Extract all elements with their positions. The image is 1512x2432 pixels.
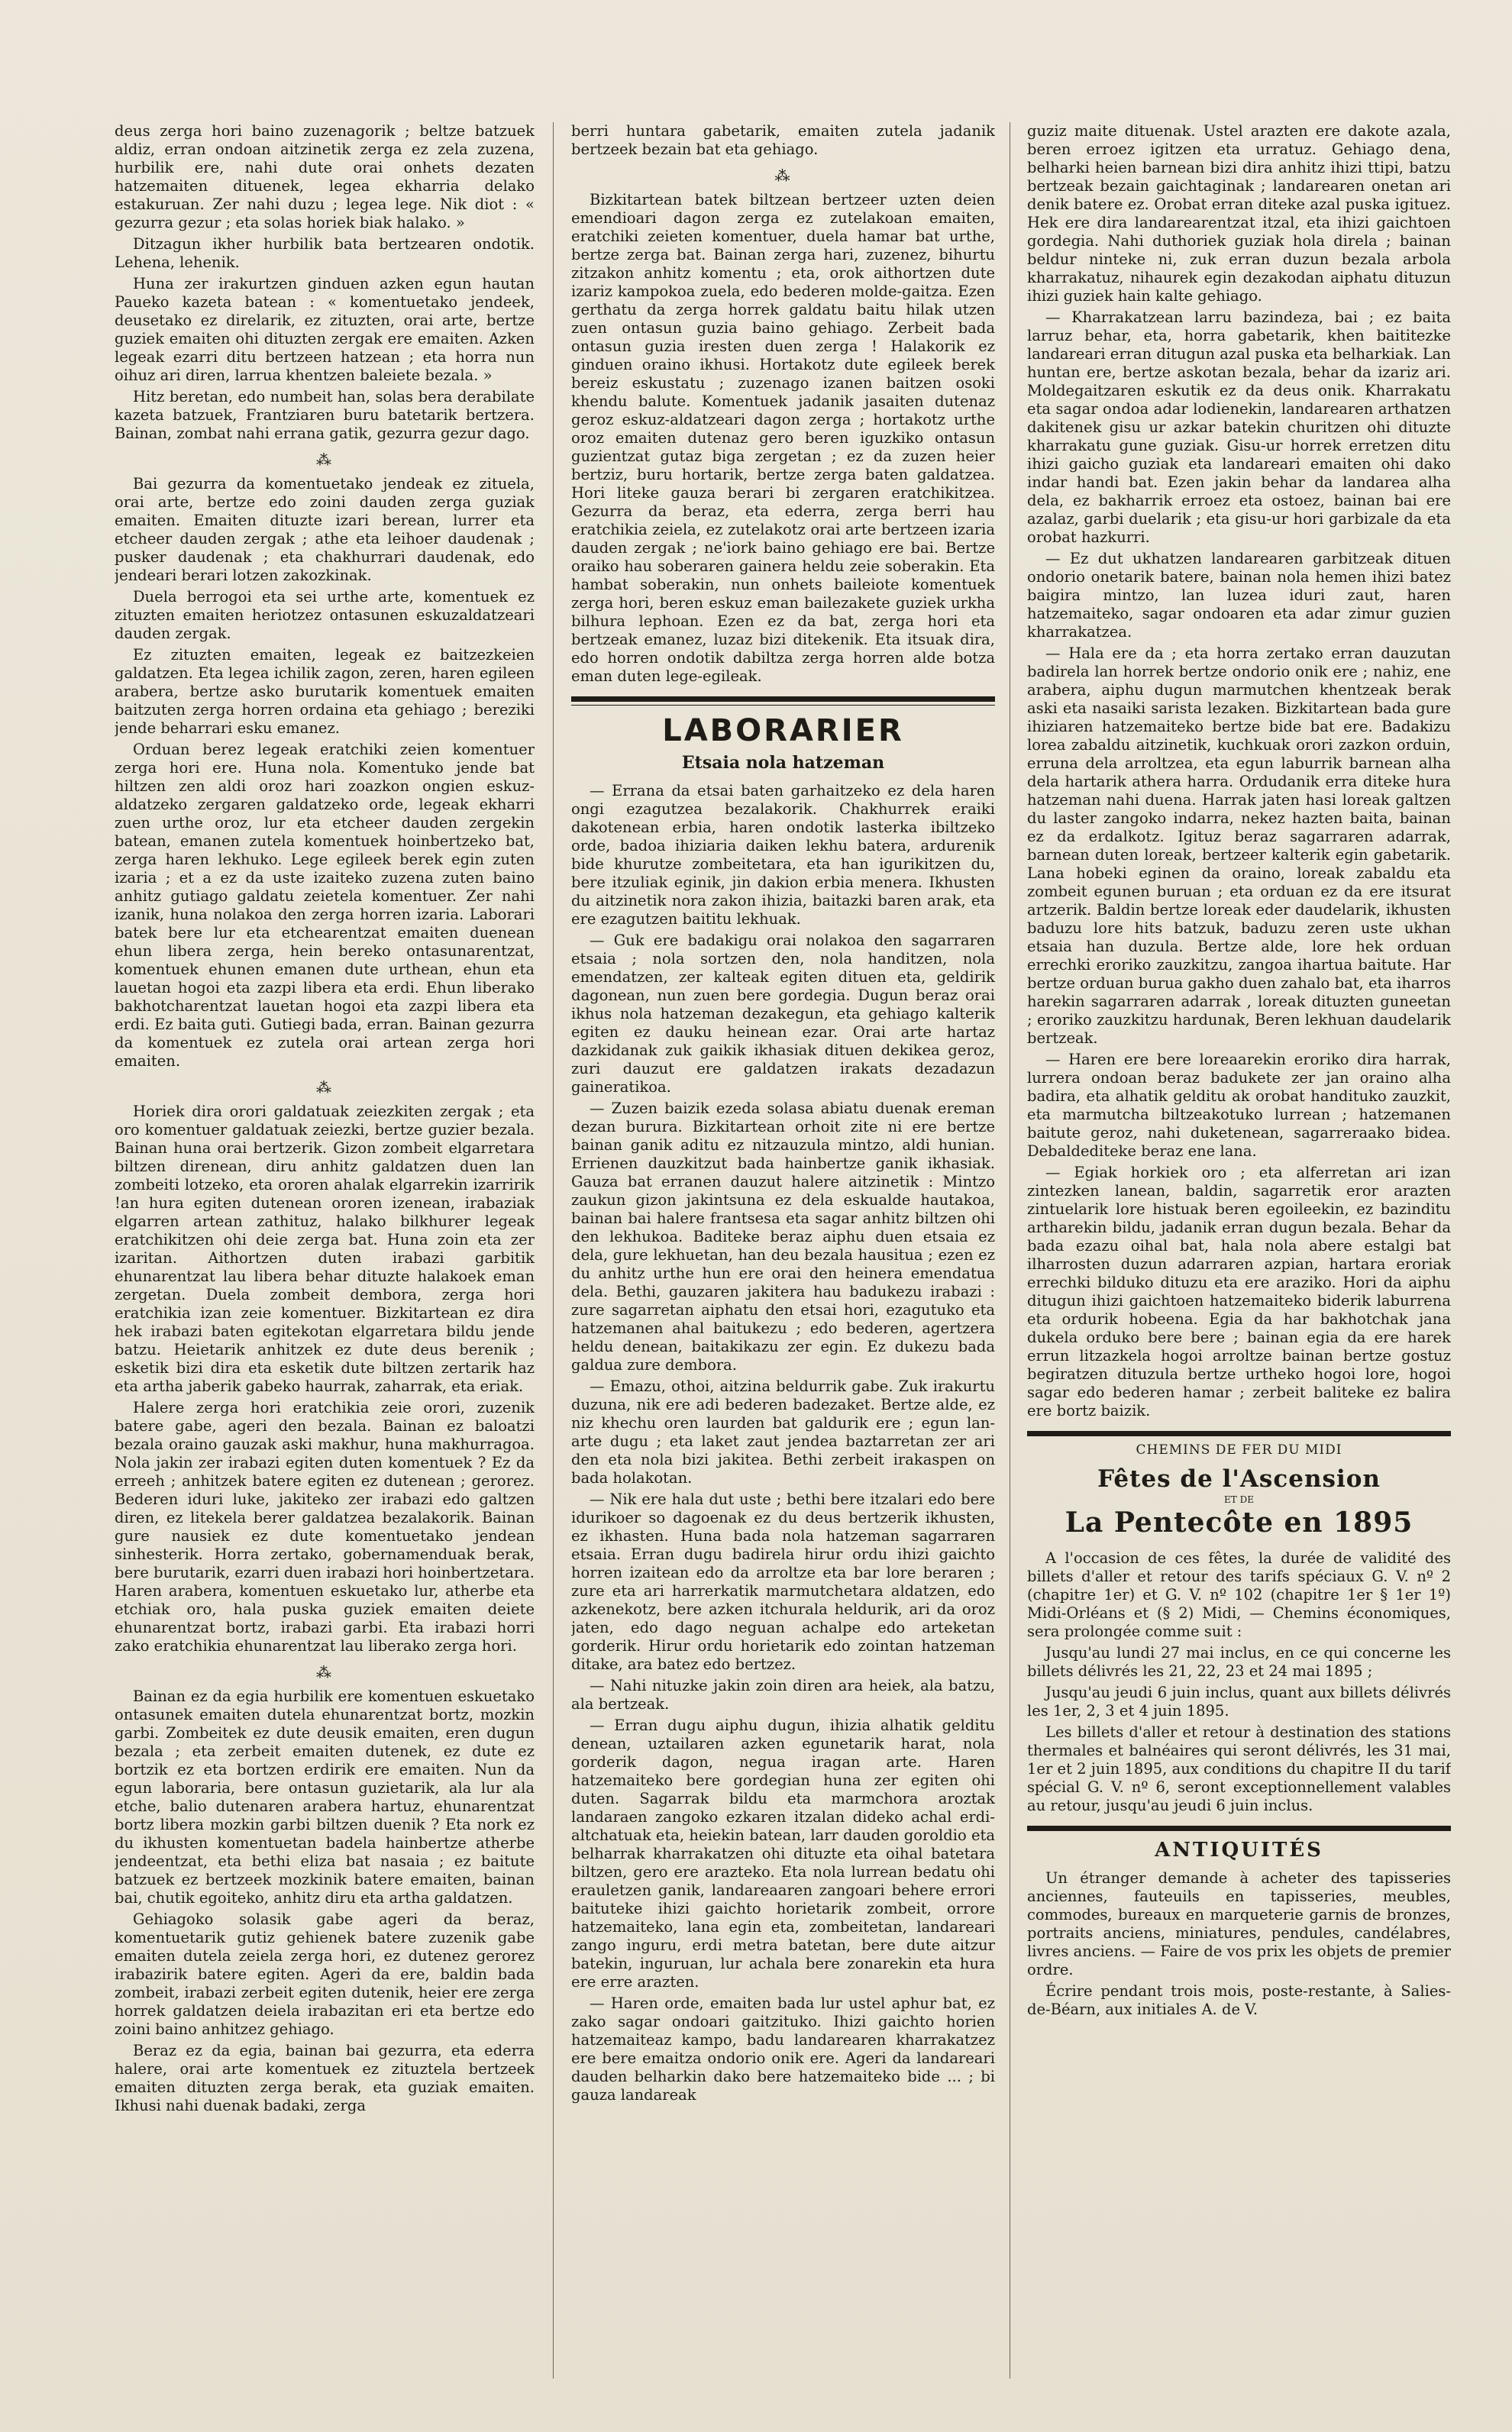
section-rule (571, 705, 995, 706)
paragraph: Gehiagoko solasik gabe ageri da beraz, komentuetarik gutiz gehienek batere zuzenik gabe emaiten dutela zeiela zerga hori, ez dutenez gerorez irabazirik batere egiten. Ageri da ere, baldin bada zombeit, irabazi zerbeit egiten dutenik, heier ere zerga horrek galdatzen deiela irabazitan eri eta bertze edo zoini baino anhitzez gehiago. (115, 1910, 535, 2038)
article-text (115, 122, 535, 443)
paragraph: Écrire pendant trois mois, poste-restante, à Salies-de-Béarn, aux initiales A. de V. (1027, 1982, 1451, 2018)
paragraph: Jusqu'au lundi 27 mai inclus, en ce qui concerne les billets délivrés les 21, 22, 23 et 24 mai 1895 ; (1027, 1644, 1451, 1680)
advert-conjunction: ET DE (1224, 1494, 1254, 1505)
paragraph: — Emazu, othoi, aitzina beldurrik gabe. Zuk irakurtu duzuna, nik ere adi bederen badezaket. Bertze alde, ez niz khechu oren laurden bat galdurik ere ; egun lan-arte dugu ; eta laket zaut jendea baztarretan zer ari den eta nola bizi jakitea. Bethi zerbeit irakaspen on bada holakotan. (571, 1377, 995, 1487)
paragraph: — Haren orde, emaiten bada lur ustel aphur bat, ez zako sagar ondoari gaitzituko. Ihizi gaichto horien hatzemaiteaz kampo, badu landarearen kharrakatzez ere bere emaitza ondorio onik ere. Ageri da landareari dauden belharkin dako bere hatzemaiteko bide ... ; bi gauza landareak (571, 1994, 995, 2104)
paragraph: Bainan ez da egia hurbilik ere komentuen eskuetako ontasunek emaiten dutela ehunarentzat bortz, mozkin garbi. Zombeitek ez dute deusik emaiten, eren dugun bezala ; eta zerbeit emaiten dutenek, ez dute ez bortzik ez eta bortzen erdirik ere emaiten. Nun da egun laboraria, bere ontasun guzietarik, ala lur ala etche, balio dutenaren arabera hartuz, ehunarentzat bortz libera mozkin garbi biltzen duenik ? Eta nork ez du ikhusten komentuetan badela hainbertze atherbe jendeentzat, eta bethi eliza bat nasaia ; ez baitute batzuek ez bertzeek mozkinik batere emaiten, bainan bai, chutik egoiteko, anhitz diru eta artha galdatzen. (115, 1688, 535, 1907)
advert-text (1027, 1869, 1451, 2019)
paragraph: Bizkitartean batek biltzean bertzeer uzten deien emendioari dagon zerga ez zutelakoan emaiten, eratchiki zeieten komentuer, duela hamar bat urthe, bertze zerga bat. Bainan zerga hari, zuzenez, bihurtu zitzakon anhitz komentu ; eta, orok aithortzen dute izariz kampokoa zuela, edo bederen molde-gaitza. Ezen gerthatu da zerga horrek galdatu baitu hilak utzen zuen ontasun guzia baino gehiago. Zerbeit bada ontasun guzia iresten duen zerga ! Halakorik ez ginduen oraino ikhusi. Hortakotz dute egileek berek bereiz eskustatu ; zuzenago izanen baitzen osoki khendu balute. Komentuek jadanik jasaiten dutenaz geroz eskuz-aldatzeari dagon zerga ; hortakotz urthe oroz emaiten dutenaz gero beren iguzkiko ontasun guzientzat gutaz biga zergetan ; ez da zuzen heier bertziz, buru hortarik, bertze zerga baten galdatzea. Hori liteke gauza berari bi zergaren eratchikitzea. Gezurra da beraz, eta ederra, zerga berri hau eratchikia zeiela, ez zutelakotz orai arte bertzeen izaria dauden zergak ; ne'iork baino gehiago ere bai. Bertze oraiko hau soberaren gainera heldu zeie soberakin. Eta hambat soberakin, nun onhets baileiote komentuek zerga hori, beren eskuz eman bailezakete guziek urkha bilhura lephoan. Ezen ez da bat, zerga hori eta bertzeak emanez, luzaz bizi ditekenik. Eta itsuak dira, edo horren ondotik dabiltza zerga horren alde botza eman duten lege-egileak. (571, 191, 995, 685)
paragraph: Les billets d'aller et retour à destination des stations thermales et balnéaires qui seront délivrés, les 31 mai, 1er et 2 juin 1895, aux conditions du chapitre II du tarif spécial G. V. nº 6, seront exceptionnellement valables au retour, jusqu'au jeudi 6 juin inclus. (1027, 1723, 1451, 1814)
paragraph: — Hala ere da ; eta horra zertako erran dauzutan badirela lan horrek bertze ondorio onik ere ; nahiz, ene arabera, aiphu dugun marmutchen khentzeak berak aski eta nasaiki sarista lezaken. Bizkitartean bada gure ihiziaren hatzemaiteko bertze bide bat ere. Badakizu lorea zabaldu aitzinetik, kuchkuak orori zazkon orduin, erruna dela arroltzea, eta egun laburrik barnean alha dela hartarik athera harra. Ordudanik erra diteke hura hatzeman nahi duena. Harrak jaten hasi loreak galtzen du laster zangoko indarra, nekez hazten baita, bainan ez da erdalkotz. Igituz beraz sagarraren adarrak, barnean duten loreak, bertzeer kalterik egin gabetarik. Lana hobeki eginen da oraino, loreak zabaldu eta zombeit egunen buruan ; eta orduan ez da ere itsurat artzerik. Baldin bertze loreak eder daudelarik, ikhusten baduzu lore hits batzuk, baduzu zeren uste ukhan etsaia han duzula. Bertze alde, lore hek orduan errechki eroriko zauzkitzu, zangoa ihartua baitute. Har bertze orduan burua gakho duen zahalo bat, eta iharros harekin sagarraren adarrak , loreak dituzten guneetan ; eroriko zauzkitzu hardunak, Beren lekhuan daudelarik bertzeak. (1027, 644, 1451, 1047)
paragraph: — Egiak horkiek oro ; eta alferretan ari izan zintezken lanean, baldin, sagarretik eror arazten zintuelarik lore histuak beren egoileekin, ez bazinditu artharekin bildu, jadanik erran dugun bezala. Behar da bada ezazu oihal bat, hala nola abere estalgi bat ilharrosten duzun adarraren azpian, hartara eroriak errechki bilduko dituzu eta ere araziko. Hori da aiphu ditugun ihizi gaichtoen hatzemaiteko biderik laburrena eta ordurik hobeena. Egia da har bakhotchak jana dukela orduko bere bere ; bainan egia da ere harek errun litzazkela hogoi arroltze bainan bertze gostuz begiratzen dituzula bertze urtheko hogoi lore, hogoi sagar edo bederen hamar ; zerbeit baliteke ez balira ere bortz baizik. (1027, 1164, 1451, 1419)
paragraph: — Kharrakatzean larru bazindeza, bai ; ez baita larruz behar, eta, horra gabetarik, khen baititezke landareari erran ditugun azal puska eta belharkiak. Lan huntan ere, bertze askotan bezala, behar da izariz ari. Moldegaitzaren eskutik ez da deus onik. Kharrakatu eta sagar ondoa adar lodienekin, landarearen arthatzen dakitenek gisu ur azkar batekin churitzen ohi dituzte kharrakatu gune guziak. Gisu-ur horrek erretzen ditu ihizi gaicho guziak eta landareari emaiten ohi dako indar handi bat. Ezen jakin behar da landarea alha dela, ez bakharrik erroez eta ostoez, bainan bai ere azalaz, garbi duelarik ; eta gisu-ur hori garbizale da eta orobat hazkurri. (1027, 308, 1451, 546)
advert-title: ANTIQUITÉS (1155, 1839, 1323, 1862)
column-2 (571, 122, 995, 2386)
paragraph: — Erran dugu aiphu dugun, ihizia alhatik gelditu denean, uztailaren azken egunetarik harat, nola gorderik dagon, negua iragan arte. Haren hatzemaiteko bere gordegian huna zer egiten ohi duten. Sagarrak bildu eta marmchora aroztak landaraen zangoko ezkaren itzalan dideko achal erdi-altchatuak eta, heiekin batean, larr dauden goroldio eta belharrak kharrakatzen ohi dituzte eta oihal batetara biltzen, gero ere arazteko. Eta nola lurrean bedatu ohi erauletzen ganik, landareaaren zangoari behere errori baituteke ihizi gaichto horietarik zombeit, orrore hatzemaiteko, lana egin eta, zombeitetan, landareari zango inguru, erdi metra batetan, bere dute aitzur batekin, inguruan, lur achala bere zonarekin eta hura ere erre arazten. (571, 1717, 995, 1991)
paragraph: Duela berrogoi eta sei urthe arte, komentuek ez zituzten emaiten heriotzez ontasunen eskuzaldatzeari dauden zergak. (115, 588, 535, 642)
paragraph: — Errana da etsai baten garhaitzeko ez dela haren ongi ezagutzea bezalakorik. Chakhurrek eraiki dakotenean erbia, haren ondotik lasterka ibiltzeko orde, badoa ihiziaria daiken lekhu batera, ardurenik bide khurutze zombeitetara, eta han igurikitzen du, bere itzuliak eginik, jin dakion erbia menera. Ikhusten du aitzinetik nora zakon ihizia, baitazki baren arak, eta ere ezagutzen baititu lekhuak. (571, 782, 995, 928)
article-text (115, 1103, 535, 1655)
article-text (571, 122, 995, 159)
paragraph: Jusqu'au jeudi 6 juin inclus, quant aux billets délivrés les 1er, 2, 3 et 4 juin 1895. (1027, 1684, 1451, 1720)
section-separator: ⁂ (316, 1078, 333, 1096)
advert-title: Fêtes de l'Ascension (1097, 1465, 1381, 1493)
section-title: LABORARIER (662, 713, 904, 748)
paragraph: Hitz beretan, edo numbeit han, solas bera derabilate kazeta batzuek, Frantziaren buru batetarik bertzera. Bainan, zombat nahi errana gatik, gezurra gezur dago. (115, 388, 535, 442)
paragraph: — Guk ere badakigu orai nolakoa den sagarraren etsaia ; nola sortzen den, nola handitzen, nola emendatzen, zer kalteak egiten dituen eta, geldirik dagonean, nun zuen bere gordegia. Dugun beraz orai ikhus nola hatzeman dezakegun, eta gehiago kalterik egiten ez dauku heinean ezar. Orai arte hartaz dazkidanak zuk gaikik ikhasiak dituen dekikea geroz, zuri dauzut ere galdatzen irakats dezadazun gaineratikoa. (571, 932, 995, 1096)
paragraph: — Zuzen baizik ezeda solasa abiatu duenak ereman dezan burura. Bizkitartean orhoit zite ni ere bertze bainan ganik aditu ez nitzauzula mintzo, aldi hunian. Errienen dauzkitzut bada hainbertze ganik ikhasiak. Gauza bat erranen dauzut halere aitzinetik : Mintzo zaukun gizon jakintsuna ez dela eskualde hautakoa, bainan bai halere frantsesa eta sagar anhitz biltzen ohi den lekhukoa. Baditeke beraz aiphu duen etsaia ez dela, gure lekhuetan, han deu bezala hausitua ; ezen ez du anhitz urthe hun ere orai den heinera emendatua dela. Bethi, gauzaren jakitera hau badukezu irabazi : zure sagarretan aiphatu den etsai hori, ezagutuko eta hatzemanen ahal baitukezu ; edo bederen, agertzera heldu denean, baitakikazu zer egin. Ez dukezu bada galdua zure dembora. (571, 1100, 995, 1374)
paragraph: — Nahi nituzke jakin zoin diren ara heiek, ala batzu, ala bertzeak. (571, 1677, 995, 1713)
column-3 (1027, 122, 1451, 2386)
paragraph: Ez zituzten emaiten, legeak ez baitzezkeien galdatzen. Eta legea ichilik zagon, zeren, haren egileen arabera, bertze asko burutarik komentuek emaiten baitzuten zerga horren ordaina eta gehiago ; bereziki jende beharrari esku emanez. (115, 646, 535, 737)
paragraph: Horiek dira orori galdatuak zeiezkiten zergak ; eta oro komentuer galdatuak zeiezki, bertze guzier bezala. Bainan huna orai bertzerik. Gizon zombeit elgarretara biltzen direnean, diru anhitz galdatzen duen lan zombeiti lotzeko, eta ororen ahalak elgarrekin izarririk !an hura egiten dutenean ororen izenean, irabaziak elgarren artean zathituz, halako bilkhurer legeak eratchikitzen ohi deie zerga bat. Huna zoin eta zer izaritan. Aithortzen duten irabazi garbitik ehunarentzat lau libera behar dituzte halakoek eman zergetan. Duela zombeit dembora, zerga hori eratchikia izan zeie komentuer. Bizkitartean ez dira hek irabazi baten egitekotan elgarretara bildu jende batzu. Heietarik anhitzek ez dute deus berenik ; esketik bizi dira eta esketik dute biltzen zertarik haz eta artha jaberik gabeko haurrak, zaharrak, eta eriak. (115, 1103, 535, 1395)
advert-heading: CHEMINS DE FER DU MIDI (1136, 1442, 1342, 1458)
column-divider (553, 122, 554, 2379)
paragraph: A l'occasion de ces fêtes, la durée de validité des billets d'aller et retour des tarifs spéciaux G. V. nº 2 (chapitre 1er) et G. V. nº 102 (chapitre 1er § 1er 1º) Midi-Orléans et (§ 2) Midi, — Chemins économiques, sera prolongée comme suit : (1027, 1549, 1451, 1640)
paragraph: Huna zer irakurtzen ginduen azken egun hautan Paueko kazeta batean : « komentuetako jendeek, deusetako ez direlarik, ez zituzten, orai arte, bertze guziek emaiten ohi dituzten zergak ere emaiten. Azken legeak ezarri ditu bertzeen hatzean ; eta horra nun oihuz ari diren, larrua khentzen baleiete bezala. » (115, 275, 535, 384)
paragraph: Un étranger demande à acheter des tapisseries anciennes, fauteuils en tapisseries, meubles, commodes, bureaux en marqueterie garnis de bronzes, portraits anciens, miniatures, pendules, candélabres, livres anciens. — Faire de vos prix les objets de premier ordre. (1027, 1869, 1451, 1978)
advert-title: La Pentecôte en 1895 (1065, 1507, 1413, 1539)
article-text (115, 475, 535, 1071)
section-rule (1027, 1826, 1451, 1831)
section-rule (1027, 1431, 1451, 1436)
section-rule (571, 696, 995, 702)
paragraph: Orduan berez legeak eratchiki zeien komentuer zerga hori ere. Huna nola. Komentuko jende bat hiltzen zen aldi oroz hari zoazkon ongien eskuz-aldatzeko zergaren galdatzeko orde, legeak ekharri zuen urthe oroz, lur eta etcheer dauden zergekin batean, emanen zutela komentuek hoinbertzeko bat, zerga haren lekhuko. Lege egileek berek egin zuten izaria ; et a ez da uste izaiteko zuzena zuten baino anhitz gutiago galdatu zeietela komentuer. Zer nahi izanik, huna nolakoa den zerga horren izaria. Laborari batek bere lur eta etchearentzat emaiten duenean ehun libera zerga, hein bereko ontasunarentzat, komentuek ehunen emanen dute urthean, ehun eta lauetan hogoi eta zazpi libera eta erdi. Ehun liberako bakhotcharentzat lauetan hogoi eta zazpi libera eta erdi. Ez baita guti. Gutiegi bada, erran. Bainan gezurra da komentuek ez zutela orai artean zerga hori emaiten. (115, 741, 535, 1070)
paragraph: — Ez dut ukhatzen landarearen garbitzeak dituen ondorio onetarik batere, bainan nola hemen ihizi batez baigira mintzo, lan luzea iduri zaut, haren hatzemaiteko, sagar ondoaren eta adar zimur guzien kharrakatzea. (1027, 550, 1451, 641)
paragraph: berri huntara gabetarik, emaiten zutela jadanik bertzeek bezain bat eta gehiago. (571, 122, 995, 158)
paragraph: Halere zerga hori eratchikia zeie orori, zuzenik batere gabe, ageri den bezala. Bainan ez baloatzi bezala oraino gauzak aski makhur, huna makhurragoa. Nola jakin zer irabazi egiten duten komentuek ? Ez da erreeh ; anhitzek batere egiten ez dutenean ; gerorez. Bederen iduri luke, jakiteko zer irabazi edo galtzen diren, ez litekela berer galdatzea bezalakorik. Bainan gure nausiek ez dute komentuetako jendean sinhesterik. Horra zertako, gobernamenduak berak, bere burutarik, ezarri duen irabazi hori hoinbertzetara. Haren arabera, komentuen eskuetako lur, atherbe eta etchiak oro, hala puska guziek emaiten deiete ehunarentzat bortz, irabazi garbi. Eta irabazi horri zako eratchikia ehunarentzat lau liberako zerga hori. (115, 1399, 535, 1655)
paragraph: guziz maite dituenak. Ustel arazten ere dakote azala, beren erroez igitzen eta urratuz. Gehiago dena, belharki heien barnean bizi dira anhitz ihizi ttipi, batzu bertzeak bezain gaichtaginak ; landarearen onetan ari denik batere ez. Orobat erran diteke azal puska igituez. Hek ere dira landarearentzat itzal, eta ihizi gaichtoen gordegia. Nahi duthoriek guziak hola direla ; bainan beldur ninteke ni, zuk erran duzun bezala arbola kharrakatuz, nihaurek egin dezakodan aiphatu dituzun ihizi guziek hain kalte gehiago. (1027, 122, 1451, 305)
paragraph: deus zerga hori baino zuzenagorik ; beltze batzuek aldiz, erran ondoan aitzinetik zerga ez zela zuzena, hurbilik ere, nahi dute orai onhets dezaten hatzemaiten dituenek, legea ekharria delako estakuruan. Zer nahi duzu ; legea lege. Nik diot : « gezurra gezur ; eta solas horiek biak halako. » (115, 122, 535, 231)
section-subtitle: Etsaia nola hatzeman (681, 753, 885, 773)
section-separator: ⁂ (316, 451, 333, 469)
paragraph: Ditzagun ikher hurbilik bata bertzearen ondotik. Lehena, lehenik. (115, 235, 535, 271)
article-text (1027, 122, 1451, 1420)
advert-text (1027, 1549, 1451, 1815)
section-separator: ⁂ (316, 1663, 333, 1681)
section-separator: ⁂ (774, 166, 792, 185)
paragraph: — Nik ere hala dut uste ; bethi bere itzalari edo bere idurikoer so dagoenak ez du deus bertzerik ikhusten, ez ikhasten. Huna bada nola hatzeman sagarraren etsaia. Erran dugu badirela hirur ordu ihizi gaichto horren izaitean edo da arroltze eta bar lore beraren ; zure eta ari harrerkatik marmutchetara aldatzen, edo azkenekotz, bere azken itchurala heldurik, ari da oroz jaten, edo dago neguan achalpe edo arteketan gorderik. Hirur ordu horietarik edo zointan hatzeman ditake, ara batez edo bertzez. (571, 1491, 995, 1673)
paragraph: — Haren ere bere loreaarekin eroriko dira harrak, lurrera ondoan beraz badukete zer jan oraino alha badira, eta alhatik gelditu ak orobat handituko zauzkit, eta marmutcha biltzeakotuko lurrean ; hatzemanen baitute geroz, nahi duketenean, sagarreraako bidea. Debaldediteke beraz ene lana. (1027, 1051, 1451, 1160)
article-text (571, 782, 995, 2104)
paragraph: Bai gezurra da komentuetako jendeak ez zituela, orai arte, bertze edo zoini dauden zerga guziak emaiten. Emaiten dituzte izari berean, lurrer eta etcheer dauden zergak ; athe eta leihoer daudenak ; pusker daudenak ; eta chakhurrari daudenak, edo jendeari berari lotzen zakozkinak. (115, 475, 535, 584)
article-text (571, 191, 995, 686)
paragraph: Beraz ez da egia, bainan bai gezurra, eta ederra halere, orai arte komentuek ez zituztela bertzeek emaiten dituzten zerga berak, eta guziak emaiten. Ikhusi nahi duenak badaki, zerga (115, 2042, 535, 2114)
article-text (115, 1688, 535, 2115)
column-1 (115, 122, 535, 2386)
